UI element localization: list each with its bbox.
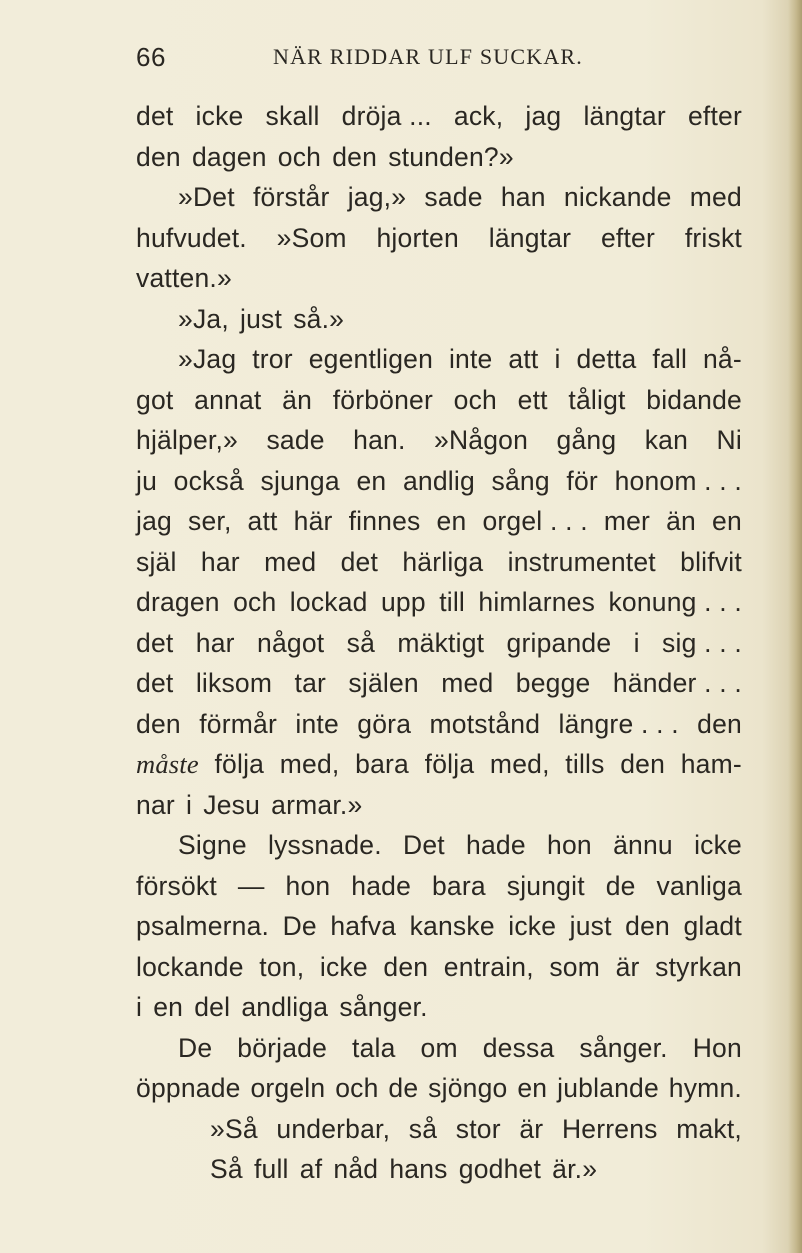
word: Hon [692,1032,742,1063]
word: lyssnade. [268,830,382,860]
word: är [615,951,640,982]
word: gladt [683,911,742,941]
word: sjunga [260,465,340,496]
word: inte [448,344,493,374]
text-line [136,258,742,299]
word: — [237,870,265,901]
word: icke [694,830,742,860]
word: hans [389,1154,448,1184]
word: ton, [259,951,305,982]
word: längre . . . [558,708,679,739]
word: »Så [210,1113,258,1144]
word: han. [353,425,406,455]
word: stunden?» [388,141,514,172]
word: har [200,546,240,577]
word: styrkan [655,951,742,982]
word: den [136,141,181,172]
word: måste [136,749,199,779]
word: annat [194,384,262,415]
word: del [194,992,231,1022]
word: så [346,627,376,658]
word: hon [285,870,331,901]
word: sjöngo [428,1073,508,1103]
word: entrain, [443,951,534,982]
word: mäktigt [397,627,485,658]
text-line [136,704,742,745]
word: hjälper,» [136,425,238,455]
word: den [625,911,670,941]
word: jag,» [347,182,407,212]
word: ännu [613,830,673,860]
word: han [500,182,546,212]
word: hymn. [668,1073,742,1103]
word: att [247,506,278,536]
word: bara [355,749,409,779]
word: nickande [563,182,672,212]
word: De [178,1032,213,1063]
word: vanliga [656,870,742,901]
word: efter [687,101,742,131]
word: själ [136,546,177,577]
word: lockad [289,587,368,617]
word: än [282,384,313,415]
word: armar.» [271,789,363,820]
word: bara [431,870,486,901]
word: hon [547,830,592,860]
word: kanske [409,911,495,941]
word: i [186,789,193,820]
word: en [436,506,467,536]
word: »Som [276,222,347,253]
word: stor [455,1113,501,1144]
word: förstår [252,182,330,212]
word: ham- [680,749,742,779]
word: efter [600,222,656,253]
text-line [136,582,742,623]
word: hafva [330,911,397,941]
word: sade [266,425,325,455]
word: följa [214,749,265,779]
word: nar [136,789,175,820]
text-line [136,1149,742,1190]
word: got [136,384,174,415]
word: själen [348,668,419,698]
word: blifvit [680,546,742,577]
word: en [517,1073,548,1103]
word: i [633,627,640,658]
word: Signe [178,830,247,860]
word: med [689,182,742,212]
text-line [136,663,742,704]
text-line [136,501,742,542]
text-line [136,339,742,380]
word: inte [295,708,339,739]
word: förböner [332,384,433,415]
word: icke [508,911,557,941]
text-line [136,1109,742,1150]
word: godhet [458,1154,542,1184]
word: den [620,749,666,779]
word: härliga [402,546,484,577]
word: är [519,1113,544,1144]
word: tala [352,1032,396,1063]
word: öppnade [136,1073,241,1103]
word: med [441,668,494,698]
word: började [237,1032,328,1063]
word: lockande [136,951,244,982]
word: »Jag [178,344,237,374]
word: friskt [684,222,742,253]
running-head: NÄR RIDDAR ULF SUCKAR. [273,44,583,69]
word: vatten.» [136,263,232,293]
word: dröja ... [341,101,432,131]
word: tror [252,344,293,374]
word: och [233,587,277,617]
text-line [136,744,742,785]
word: än [666,506,696,536]
word: förmår [199,708,277,739]
text-line [136,1028,742,1069]
text-line [136,96,742,137]
word: jag [525,101,562,131]
word: till [439,587,466,617]
word: sång [491,465,550,496]
word: det [340,546,379,577]
word: Herrens [561,1113,658,1144]
word: jublande [557,1073,659,1103]
word: Ni [716,425,742,455]
word: psalmerna. [136,911,270,941]
word: motstånd [429,708,541,739]
word: mer [603,506,651,536]
word: orgeln [250,1073,326,1103]
text-line [136,785,742,826]
word: Så [210,1154,243,1184]
word: har [195,627,235,658]
word: de [605,870,636,901]
word: honom . . . [614,465,742,496]
word: De [282,911,317,941]
word: också [173,465,244,496]
word: nåd [333,1154,379,1184]
text-line [136,906,742,947]
word: en [712,506,742,536]
word: ser, [188,506,232,536]
word: sånger. [339,992,428,1022]
text-line [136,947,742,988]
word: den [332,141,378,172]
word: så [408,1113,438,1144]
word: sade [424,182,483,212]
word: det [136,101,174,131]
word: och [277,141,322,172]
word: tåligt [568,384,626,415]
word: och [453,384,497,415]
word: den [136,708,181,739]
text-line [136,987,742,1028]
word: så.» [293,303,345,334]
text-line [136,825,742,866]
word: för [566,465,598,496]
word: andliga [241,992,329,1022]
word: just [240,303,283,334]
word: konung . . . [608,587,742,617]
word: »Det [178,182,235,212]
word: sig . . . [662,627,742,658]
word: himlarnes [478,587,596,617]
text-line [136,623,742,664]
page-number: 66 [136,42,166,72]
word: detta [576,344,637,374]
word: hufvudet. [136,222,247,253]
word: längtar [583,101,666,131]
word: kan [644,425,689,455]
word: i [554,344,561,374]
word: bidande [646,384,742,415]
word: full [253,1154,289,1184]
text-line [136,218,742,259]
word: gripande [506,627,612,658]
word: egentligen [308,344,434,374]
word: ju [136,465,158,496]
text-line [136,461,742,502]
word: fall [652,344,688,374]
word: instrumentet [507,546,656,577]
word: att [508,344,539,374]
word: med, [279,749,340,779]
word: en [153,992,184,1022]
word: händer . . . [612,668,742,698]
word: i [136,992,143,1022]
word: den [697,708,742,739]
word: begge [515,668,591,698]
word: och [335,1073,379,1103]
word: icke [319,951,368,982]
word: hade [466,830,526,860]
word: göra [357,708,412,739]
text-line [136,420,742,461]
text-line [136,542,742,583]
text-line [136,177,742,218]
word: makt, [676,1113,742,1144]
word: dessa [482,1032,555,1063]
word: ett [517,384,548,415]
word: skall [265,101,320,131]
word: gång [556,425,617,455]
word: som [549,951,601,982]
word: dragen [136,587,220,617]
word: jag [136,506,172,536]
word: ack, [453,101,504,131]
word: tills [565,749,605,779]
text-line [136,137,742,178]
word: Det [402,830,445,860]
text-line [136,866,742,907]
word: en [356,465,387,496]
word: icke [195,101,244,131]
word: Jesu [203,789,261,820]
word: är.» [552,1154,598,1184]
word: det [136,627,174,658]
word: längtar [488,222,572,253]
text-line [136,299,742,340]
word: dagen [191,141,267,172]
word: det [136,668,174,698]
word: med, [489,749,550,779]
word: underbar, [276,1113,391,1144]
word: något [257,627,325,658]
page-header [136,42,736,82]
word: af [299,1154,323,1184]
word: just [569,911,612,941]
word: upp [380,587,426,617]
word: sånger. [579,1032,668,1063]
word: med [264,546,317,577]
page-edge-shadow [788,0,802,1253]
word: försökt [136,870,217,901]
word: följa [424,749,475,779]
word: hjorten [376,222,459,253]
word: hade [351,870,412,901]
word: »Ja, [178,303,229,334]
word: tar [294,668,327,698]
word: nå- [702,344,742,374]
word: om [420,1032,458,1063]
word: orgel . . . [482,506,588,536]
word: här [293,506,333,536]
word: sjungit [506,870,585,901]
word: »Någon [434,425,529,455]
text-line [136,1068,742,1109]
word: de [388,1073,419,1103]
body-text [136,96,742,1190]
word: andlig [402,465,475,496]
word: liksom [195,668,273,698]
word: finnes [348,506,421,536]
text-line [136,380,742,421]
word: den [383,951,429,982]
